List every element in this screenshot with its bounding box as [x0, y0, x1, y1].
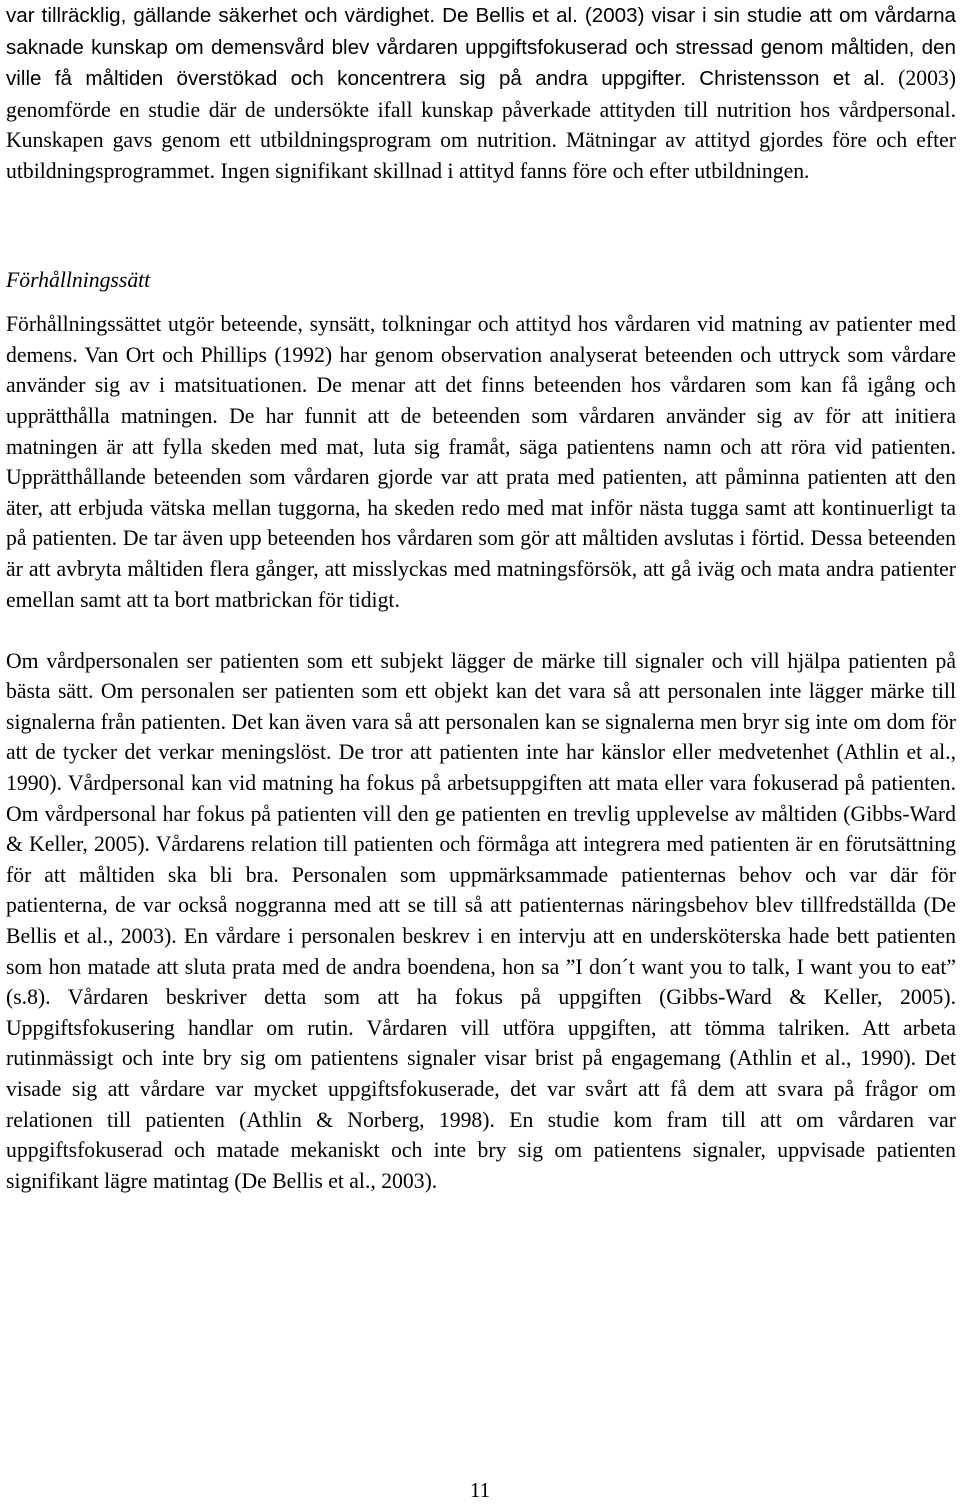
- paragraph-1-sans-part: var tillräcklig, gällande säkerhet och värdighet. De Bellis et al. (2003) visar i sin studie att om vårdarna saknade kunskap om demensvård blev vårdaren uppgiftsfokuserad och stressad genom måltiden, den ville få måltiden överstökad och koncentrera sig på andra uppgifter. Christensson et al.: [6, 4, 956, 91]
- document-page: [6, 0, 956, 1196]
- paragraph-1-serif-part: (2003) genomförde en studie där de undersökte ifall kunskap påverkade attityden till nutrition hos vårdpersonal. Kunskapen gavs genom ett utbildningsprogram om nutrition. Mätningar av attityd gjordes före och efter utbildningsprogrammet. Ingen signifikant skillnad i attityd fanns före och efter utbildningen.: [6, 66, 956, 183]
- paragraph-2: Förhållningssättet utgör beteende, synsätt, tolkningar och attityd hos vårdaren vid matning av patienter med demens. Van Ort och Phillips (1992) har genom observation analyserat beteenden och uttryck som vårdare använder sig av i matsituationen. De menar att det finns beteenden hos vårdaren som kan få igång och upprätthålla matningen. De har funnit att de beteenden som vårdaren använder sig av för att initiera matningen är att fylla skeden med mat, luta sig framåt, säga patientens namn och att röra vid patienten. Upprätthållande beteenden som vårdaren gjorde var att prata med patienten, att påminna patienten att den äter, att erbjuda vätska mellan tuggorna, ha skeden redo med mat inför nästa tugga samt att kontinuerligt ta på patienten. De tar även upp beteenden hos vårdaren som gör att måltiden avslutas i förtid. Dessa beteenden är att avbryta måltiden flera gånger, att misslyckas med matningsförsök, att gå iväg och mata andra patienter emellan samt att ta bort matbrickan för tidigt.: [6, 312, 956, 612]
- spacer: [6, 187, 956, 265]
- spacer: [6, 615, 956, 646]
- section-heading: Förhållningssätt: [6, 267, 151, 292]
- paragraph-3: Om vårdpersonalen ser patienten som ett subjekt lägger de märke till signaler och vill hjälpa patienten på bästa sätt. Om personalen ser patienten som ett objekt kan det vara så att personalen inte lägger märke till signalerna från patienten. Det kan även vara så att personalen kan se signalerna men bryr sig inte om dom för att de tycker det verkar meningslöst. De tror att patienten inte har känslor eller medvetenhet (Athlin et al., 1990). Vårdpersonal kan vid matning ha fokus på arbetsuppgiften att mata eller vara fokuserad på patienten. Om vårdpersonal har fokus på patienten vill den ge patienten en trevlig upplevelse av måltiden (Gibbs-Ward & Keller, 2005). Vårdarens relation till patienten och förmåga att integrera med patienten är en förutsättning för att måltiden ska bli bra. Personalen som uppmärksammade patienternas behov och var där för patienterna, de var också noggranna med att se till så att patienternas näringsbehov blev tillfredställda (De Bellis et al., 2003). En vårdare i personalen beskrev i en intervju att en undersköterska hade bett patienten som hon matade att sluta prata med de andra boendena, hon sa ”I don´t want you to talk, I want you to eat” (s.8). Vårdaren beskriver detta som att ha fokus på uppgiften (Gibbs-Ward & Keller, 2005). Uppgiftsfokusering handlar om rutin. Vårdaren vill utföra uppgiften, att tömma talriken. Att arbeta rutinmässigt och inte bry sig om patientens signaler visar brist på engagemang (Athlin et al., 1990). Det visade sig att vårdare var mycket uppgiftsfokuserade, det var svårt att få dem att svara på frågor om relationen till patienten (Athlin & Norberg, 1998). En studie kom fram till att om vårdaren var uppgiftsfokuserad och matade mekaniskt och inte bry sig om patientens signaler, uppvisade patienten signifikant lägre matintag (De Bellis et al., 2003).: [6, 648, 956, 1193]
- page-number: 11: [469, 1478, 491, 1502]
- paragraph-1: [6, 0, 956, 187]
